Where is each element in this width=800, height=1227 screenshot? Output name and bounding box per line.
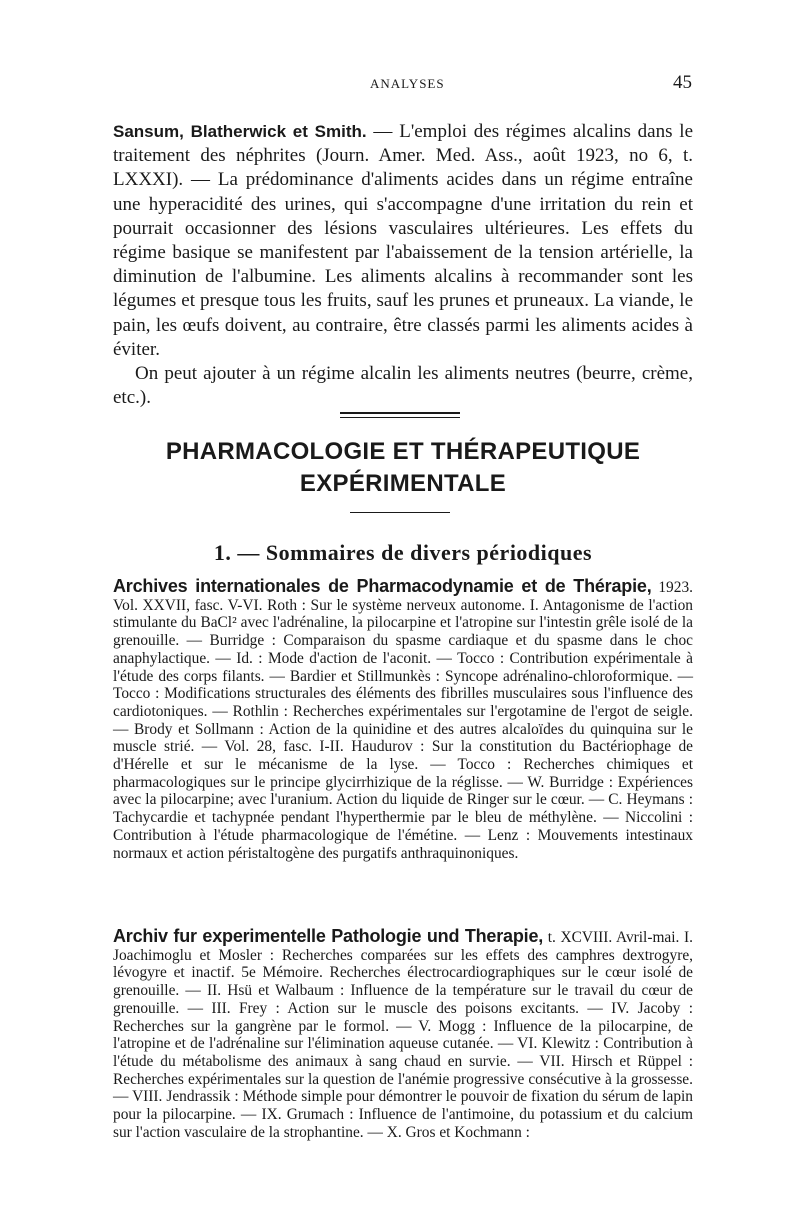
- running-title: ANALYSES: [370, 76, 445, 91]
- page-number: 45: [673, 72, 692, 93]
- subsection-title: 1. — Sommaires de divers périodiques: [213, 540, 593, 565]
- journal-entry-archives-internationales: [113, 578, 693, 862]
- journal-entry-archiv-fur-experimentelle: [113, 928, 693, 1141]
- journal-title: Archives internationales de Pharmacodynamie et de Thérapie,: [113, 576, 652, 596]
- intro-paragraph-1-text: — L'emploi des régimes alcalins dans le traitement des néphrites (Journ. Amer. Med. Ass., août 1923, no 6, t. LXXXI). — La prédominance d'aliments acides dans un régime entraîne une hyperacidité des urines, qui s'accompagne d'une irritation du rein et pourrait occasionner des lésions vasculaires ultérieures. Les effets du régime basique se manifestent par l'abaissement de la tension artérielle, la diminution de l'albumine. Les aliments alcalins à recommander sont les légumes et presque tous les fruits, sauf les prunes et pruneaux. La viande, le pain, les œufs doivent, au contraire, être classés parmi les aliments acides à éviter.: [113, 121, 694, 360]
- intro-review: [113, 120, 693, 410]
- intro-paragraph-1: [113, 120, 693, 362]
- page-header: [0, 72, 800, 100]
- section-title: [113, 436, 693, 500]
- section-title-line-2: EXPÉRIMENTALE: [299, 470, 507, 497]
- subsection-divider: [350, 512, 450, 513]
- intro-paragraph-2: On peut ajouter à un régime alcalin les aliments neutres (beurre, crème, etc.).: [113, 363, 693, 409]
- section-title-line-1: PHARMACOLOGIE ET THÉRAPEUTIQUE: [165, 438, 641, 465]
- journal-title: Archiv fur experimentelle Pathologie und Therapie,: [113, 926, 544, 946]
- journal-body: t. XCVIII. Avril-mai. I. Joachimoglu et Mosler : Recherches comparées sur les effets des camphres dextrogyre, lévogyre et inactif. 5e Mémoire. Recherches électrocardiographiques sur le cœur isolé de grenouille. — II. Hsü et Walbaum : Influence de la température sur le travail du cœur de grenouille. — III. Frey : Action sur le muscle des poisons excitants. — IV. Jacoby : Recherches sur la gangrène par le formol. — V. Mogg : Influence de la pilocarpine, de l'atropine et de l'adrénaline sur l'élimination aqueuse cutanée. — VI. Klewitz : Contribution à l'étude du métabolisme des animaux à sang chaud en survie. — VII. Hirsch et Rüppel : Recherches expérimentales sur la question de l'anémie progressive consécutive à la grossesse. — VIII. Jendrassik : Méthode simple pour démontrer le pouvoir de fixation du sérum de lapin pour la pilocarpine. — IX. Grumach : Influence de l'antimoine, du potassium et du calcium sur l'action vasculaire de la strophantine. — X. Gros et Kochmann :: [113, 929, 693, 1141]
- section-divider-thick: [340, 412, 460, 414]
- section-divider-thin: [340, 417, 460, 418]
- review-authors: Sansum, Blatherwick et Smith.: [113, 122, 367, 141]
- journal-body: 1923. Vol. XXVII, fasc. V-VI. Roth : Sur le système nerveux autonome. I. Antagonisme de l'action stimulante du BaCl² avec l'adrénaline, la pilocarpine et l'atropine sur l'intestin grêle isolé de la grenouille. — Burridge : Comparaison du spasme cardiaque et du spasme dans le choc anaphylactique. — Id. : Mode d'action de l'aconit. — Tocco : Contribution expérimentale à l'étude des corps filants. — Bardier et Stillmunkès : Syncope adrénalino-chloroformique. — Tocco : Modifications structurales des éléments des fibrilles musculaires sous l'influence des cardiotoniques. — Rothlin : Recherches expérimentales sur l'ergotamine de l'ergot de seigle. — Brody et Sollmann : Action de la quinidine et des autres alcaloïdes du quinquina sur le muscle strié. — Vol. 28, fasc. I-II. Haudurov : Sur la constitution du Bactériophage de d'Hérelle et sur le mécanisme de la lyse. — Tocco : Recherches chimiques et pharmacologiques sur le principe glycirrhizique de la réglisse. — W. Burridge : Expériences avec la pilocarpine; avec l'uranium. Action du liquide de Ringer sur le cœur. — C. Heymans : Tachycardie et tachypnée pendant l'hyperthermie par le bleu de méthylène. — Niccolini : Contribution à l'étude pharmacologique de l'émétine. — Lenz : Mouvements intestinaux normaux et action péristaltogène des purgatifs anthraquinoniques.: [113, 579, 693, 862]
